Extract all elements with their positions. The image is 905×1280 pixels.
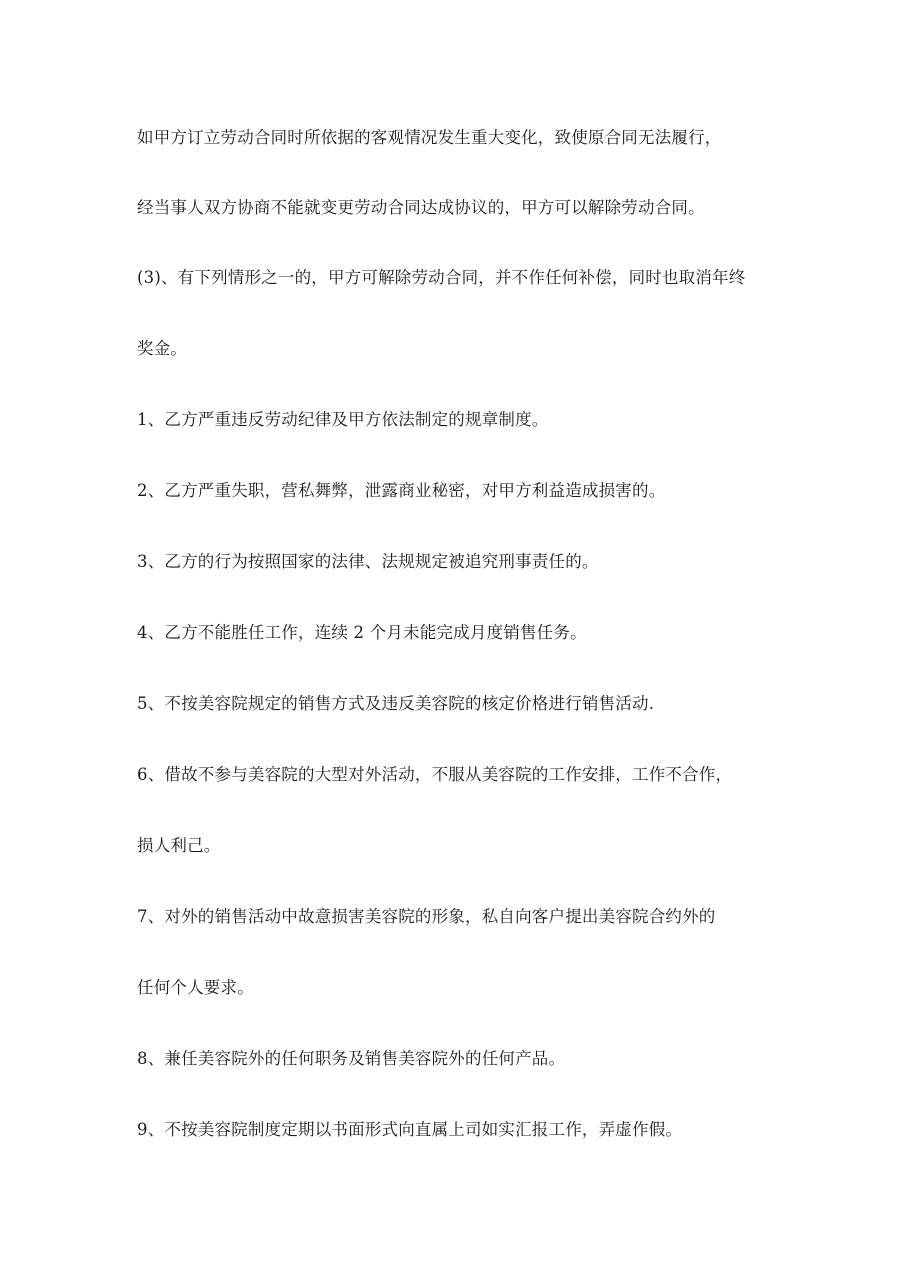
- list-item-4: 4、乙方不能胜任工作，连续 2 个月未能完成月度销售任务。: [137, 623, 587, 642]
- list-item-5: 5、不按美容院规定的销售方式及违反美容院的核定价格进行销售活动.: [137, 694, 655, 713]
- list-item-7-continued: 任何个人要求。: [137, 978, 254, 997]
- list-item-9: 9、不按美容院制度定期以书面形式向直属上司如实汇报工作，弄虚作假。: [137, 1120, 683, 1139]
- list-item-6-continued: 损人利己。: [137, 836, 221, 855]
- text-line-4: 奖金。: [137, 339, 188, 358]
- list-item-6: 6、借故不参与美容院的大型对外活动，不服从美容院的工作安排，工作不合作，: [137, 765, 733, 784]
- text-line-3: (3)、有下列情形之一的，甲方可解除劳动合同，并不作任何补偿，同时也取消年终: [137, 268, 746, 287]
- list-item-1: 1、乙方严重违反劳动纪律及甲方依法制定的规章制度。: [137, 410, 549, 429]
- list-item-8: 8、兼任美容院外的任何职务及销售美容院外的任何产品。: [137, 1049, 566, 1068]
- list-item-3: 3、乙方的行为按照国家的法律、法规规定被追究刑事责任的。: [137, 552, 599, 571]
- list-item-2: 2、乙方严重失职，营私舞弊，泄露商业秘密，对甲方利益造成损害的。: [137, 481, 666, 500]
- text-line-1: 如甲方订立劳动合同时所依据的客观情况发生重大变化，致使原合同无法履行，: [137, 128, 722, 147]
- list-item-7: 7、对外的销售活动中故意损害美容院的形象，私自向客户提出美容院合约外的: [137, 907, 716, 926]
- text-line-2: 经当事人双方协商不能就变更劳动合同达成协议的，甲方可以解除劳动合同。: [137, 198, 705, 217]
